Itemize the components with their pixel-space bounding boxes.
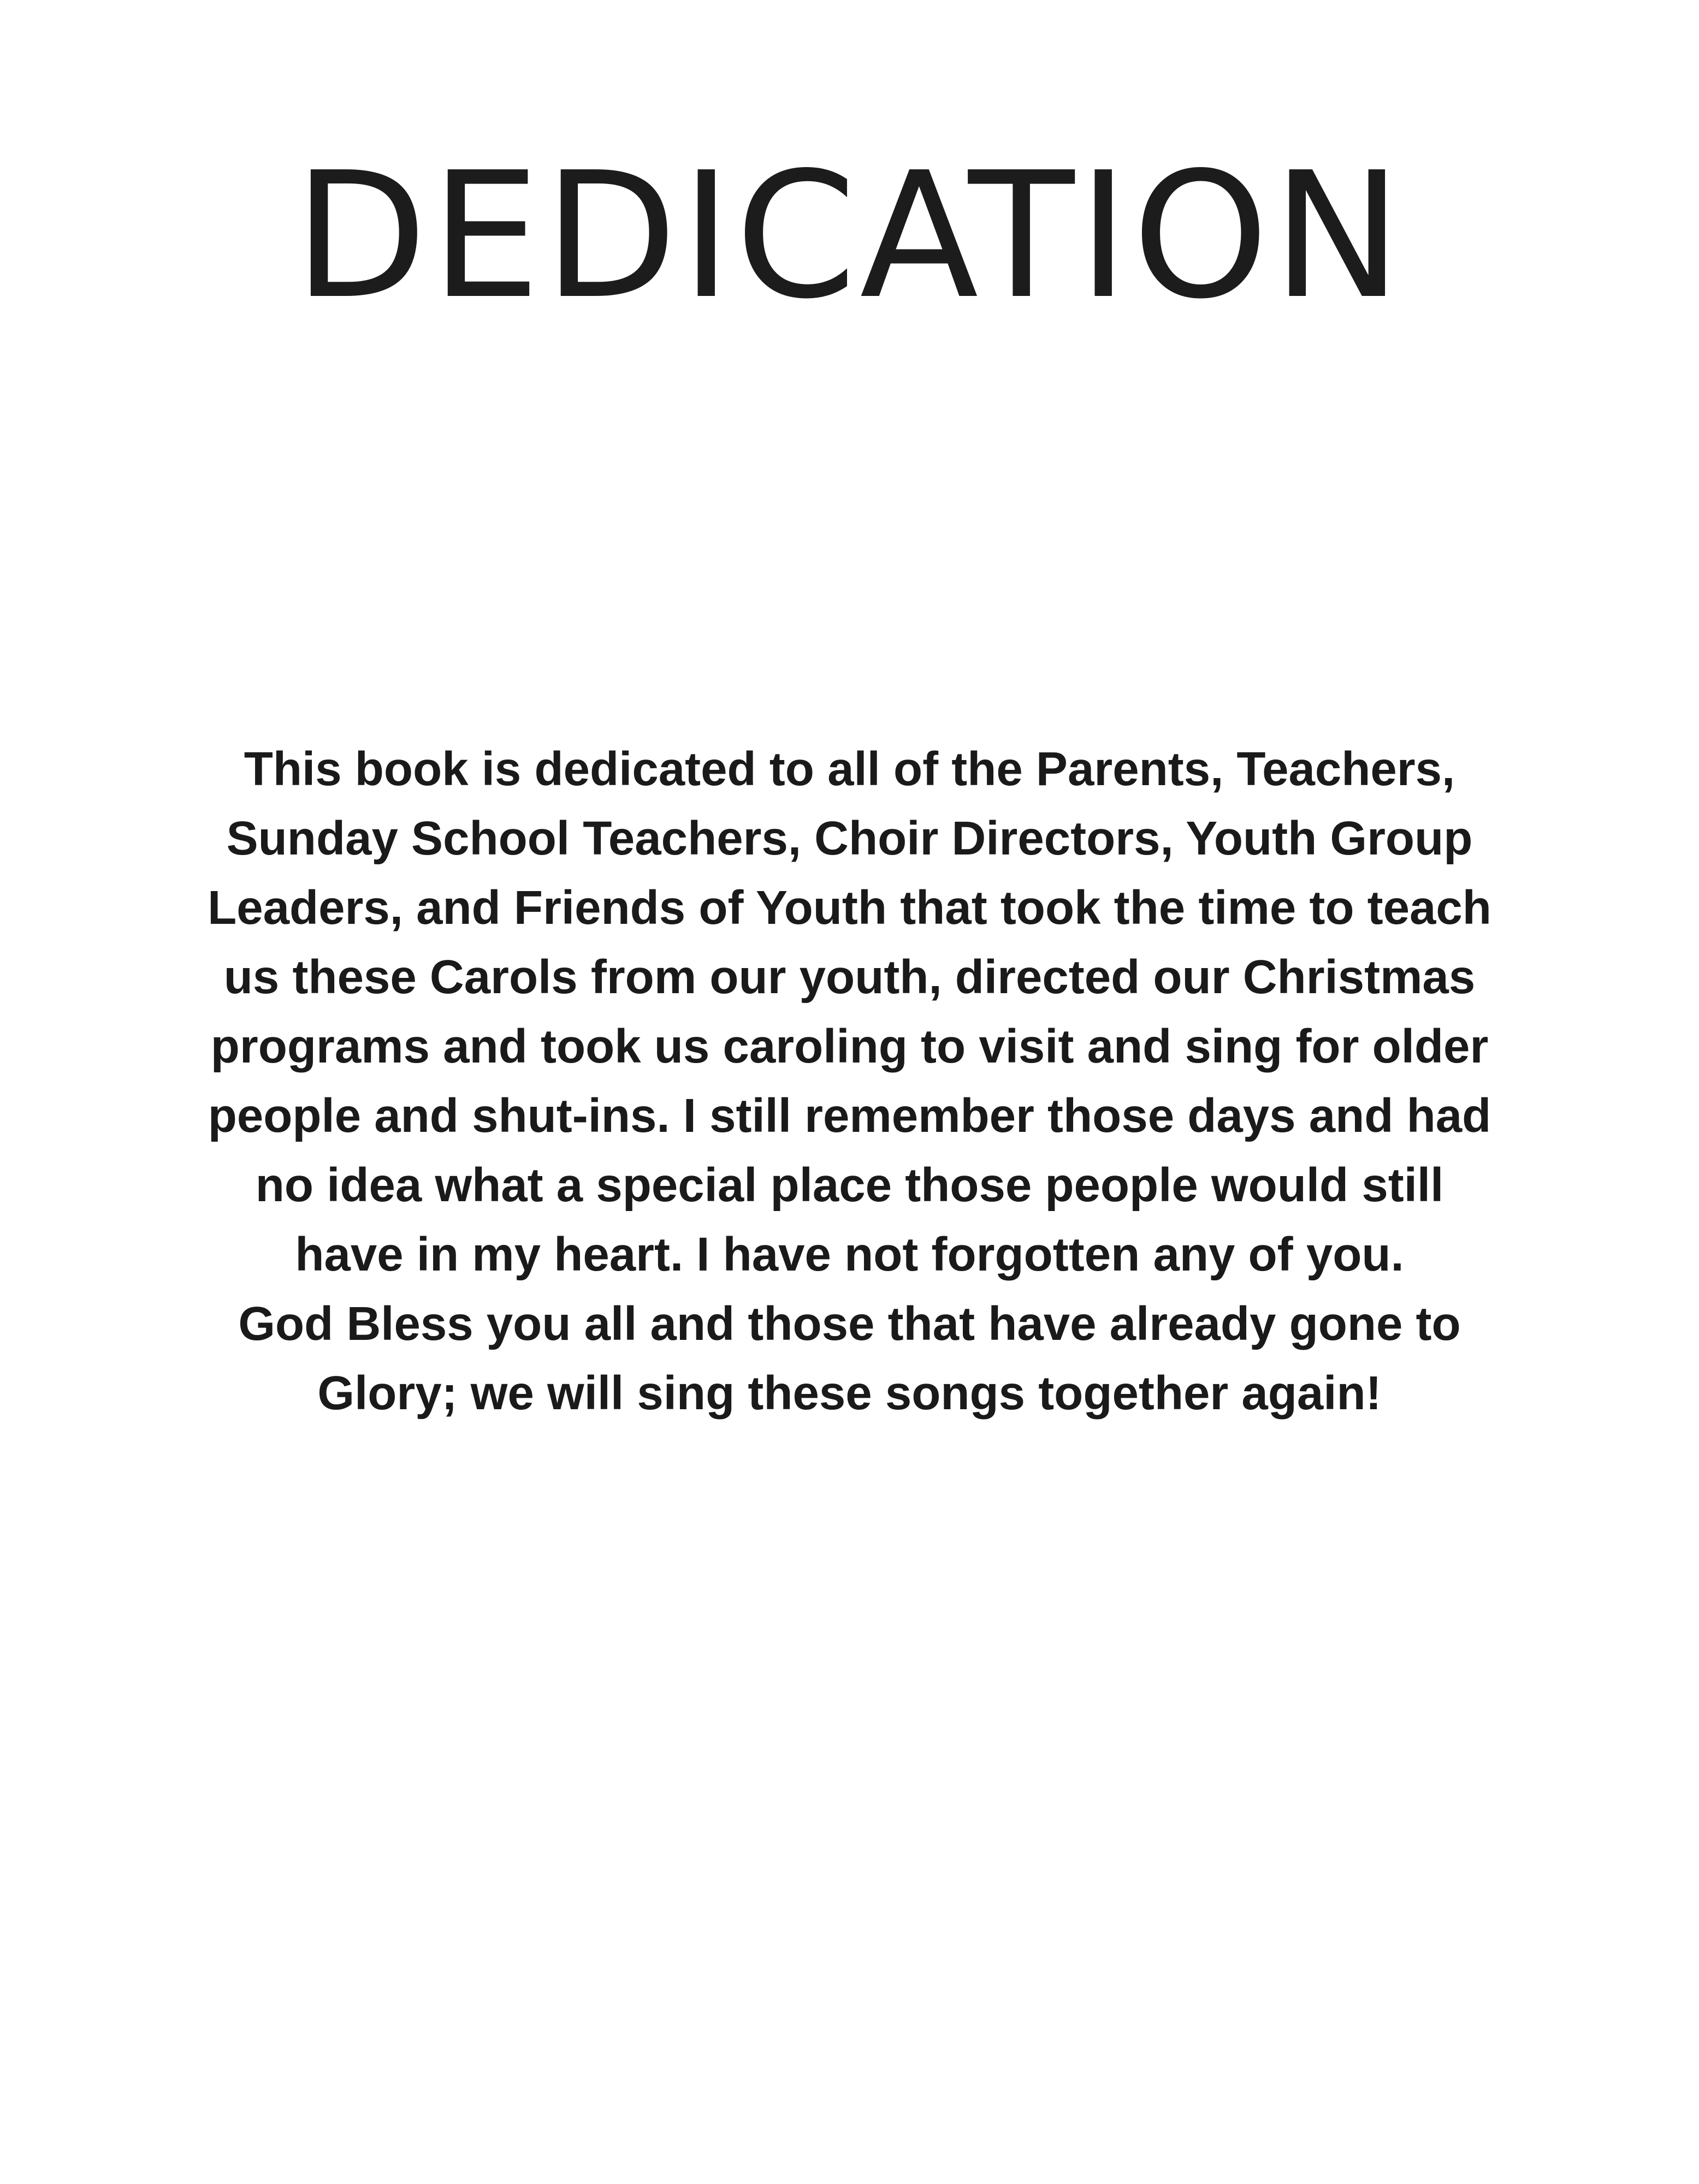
dedication-line: Leaders, and Friends of Youth that took the time to teach xyxy=(208,881,1491,934)
dedication-line: us these Carols from our youth, directed our Christmas xyxy=(223,951,1476,1004)
dedication-line: Glory; we will sing these songs together again! xyxy=(317,1367,1382,1420)
dedication-line: people and shut-ins. I still remember those days and had xyxy=(208,1089,1491,1142)
dedication-line: This book is dedicated to all of the Parents, Teachers, xyxy=(244,743,1455,796)
dedication-line: God Bless you all and those that have already gone to xyxy=(238,1297,1461,1350)
dedication-text xyxy=(109,734,1590,1428)
page-title: DEDICATION xyxy=(293,135,1406,337)
dedication-line: Sunday School Teachers, Choir Directors, Youth Group xyxy=(226,812,1473,865)
dedication-line: have in my heart. I have not forgotten any of you. xyxy=(295,1228,1404,1281)
dedication-line: no idea what a special place those people would still xyxy=(255,1159,1444,1212)
dedication-line: programs and took us caroling to visit and sing for older xyxy=(210,1020,1489,1073)
